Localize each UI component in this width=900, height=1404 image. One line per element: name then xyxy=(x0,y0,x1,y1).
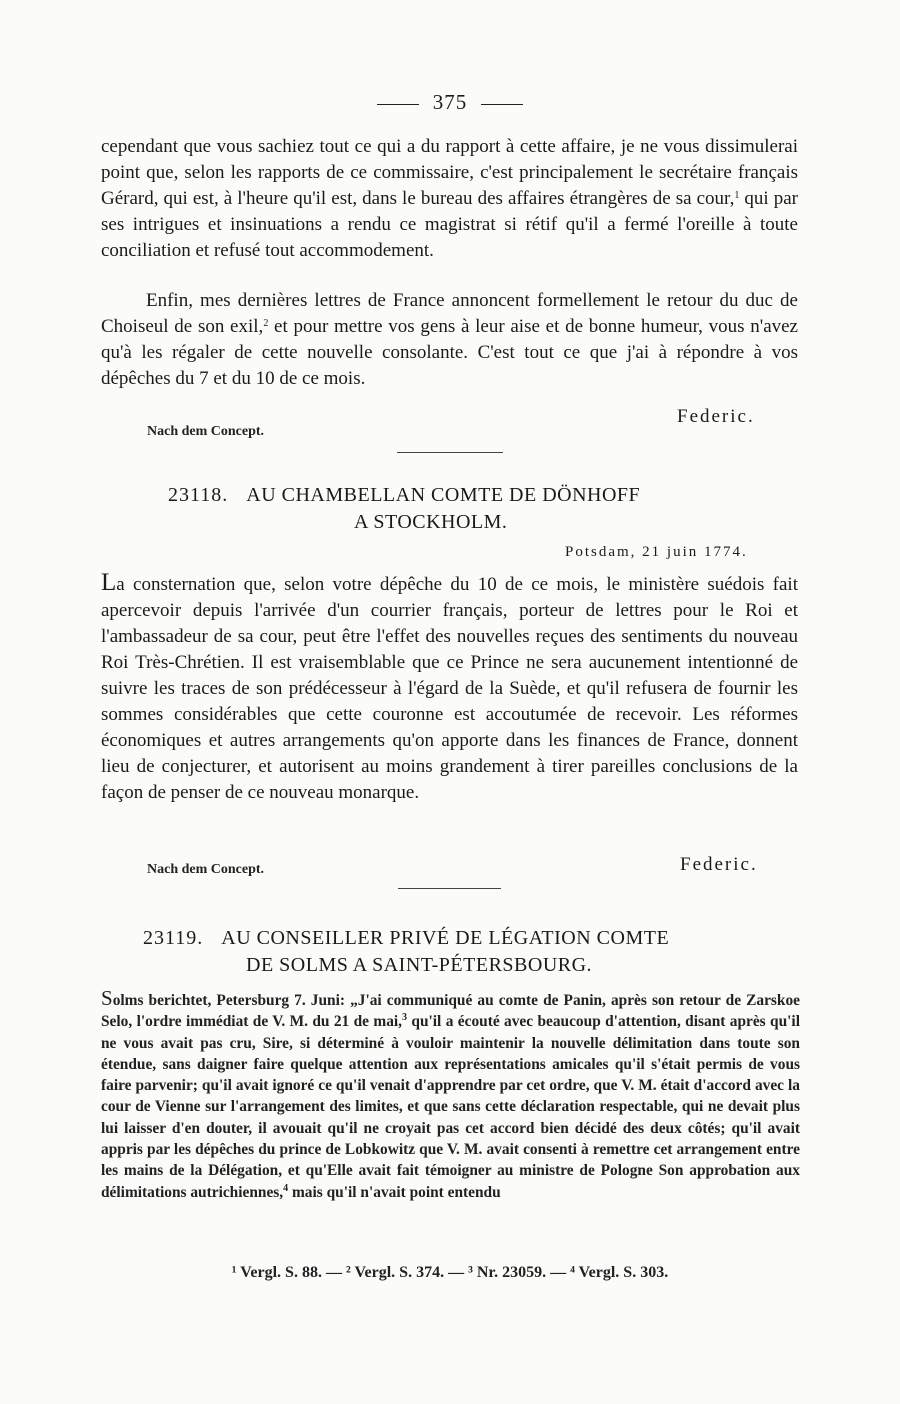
section-divider xyxy=(397,452,503,453)
continuation-paragraph-1: cependant que vous sachiez tout ce qui a du rapport à cette affaire, je ne vous dissimulerai point que, selon les rapports de ce commissaire, c'est principalement le secrétaire français Gérard, qui est, à l'heure qu'il est, dans le bureau des affaires étrangères de sa cour,$^1$ qui par ses intrigues et insinuations a rendu ce magistrat si rétif qu'il a fermé l'oreille à toute conciliation et refusé tout accommodement. xyxy=(101,136,799,261)
continuation-paragraph-2: Enfin, mes dernières lettres de France annoncent formellement le retour du duc de Choiseul de son exil,$^2$ et pour mettre vos gens à leur aise et de bonne humeur, vous n'avez qu'à les régaler de cette nouvelle consolante. C'est tout ce que j'ai à répondre à vos dépêches du 7 et du 10 de ce mois. xyxy=(101,290,798,389)
letter-recipient-location: DE SOLMS A SAINT-PÉTERSBOURG. xyxy=(246,954,593,976)
footnote-ref-1: 1 xyxy=(734,190,740,201)
signature: Federic. xyxy=(677,406,755,427)
signature: Federic. xyxy=(680,854,758,875)
page-number: 375 xyxy=(0,90,900,115)
source-note: Nach dem Concept. xyxy=(147,424,265,439)
letter-number: 23118. xyxy=(168,484,229,506)
letter-dateline: Potsdam, 21 juin 1774. xyxy=(565,544,748,560)
source-note: Nach dem Concept. xyxy=(147,862,265,877)
footnote-ref-4: 4 xyxy=(283,1182,289,1194)
section-divider xyxy=(398,888,501,889)
letter-recipient-location: A STOCKHOLM. xyxy=(354,511,508,533)
letter-number: 23119. xyxy=(143,927,204,949)
letter-recipient: AU CHAMBELLAN COMTE DE DÖNHOFF xyxy=(246,484,641,506)
footnote-ref-2: 2 xyxy=(263,318,269,329)
page-number-dash-left xyxy=(377,104,419,105)
letter-body-23119: Solms berichtet, Petersburg 7. Juni: „J'ai communiqué au comte de Panin, après son retour de Zarskoe Selo, l'ordre immédiat de V. M. du 21 de mai,$^3$ qu'il a écouté avec beaucoup d'attention, disant après qu'il ne vous avait pas cru, Sire, si déterminé à vouloir maintenir la nouvelle délimitation dans toute son étendue, sans daigner faire quelque attention aux représentations amicales qu'il s'était permis de vous faire parvenir; qu'il avait ignoré ce qu'il venait d'apprendre par cet ordre, que V. M. était d'accord avec la cour de Vienne sur l'arrangement des limites, et que sans cette déclaration respectable, qui ne devait plus lui laisser d'en douter, il avouait qu'il ne croyait pas cet accord bien décidé des deux côtés; qu'il avait appris par les dépêches du prince de Lobkowitz que V. M. avait consenti à remettre cet arrangement entre les mains de la Délégation, et qu'Elle avait fait témoigner au ministre de Pologne Son approbation aux délimitations autrichiennes,$^4$ mais qu'il n'avait point entendu xyxy=(101,986,800,1201)
footnotes: ¹ Vergl. S. 88. — ² Vergl. S. 374. — ³ Nr. 23059. — ⁴ Vergl. S. 303. xyxy=(231,1264,669,1281)
footnote-ref-3: 3 xyxy=(402,1012,408,1024)
drop-cap: S xyxy=(101,986,113,1010)
drop-cap: L xyxy=(101,569,117,596)
letter-body-23118: La consternation que, selon votre dépêche du 10 de ce mois, le ministère suédois fait apercevoir depuis l'arrivée d'un courrier français, porteur de lettres pour le Roi et l'ambassadeur de sa cour, peut être l'effet des nouvelles reçues des sentiments du nouveau Roi Très-Chrétien. Il est vraisemblable que ce Prince ne sera aucunement intentionné de suivre les traces de son prédécesseur à l'égard de la Suède, et qu'il refusera de fournir les sommes considérables que cette couronne est accoutumée de recevoir. Les réformes économiques et autres arrangements qu'on apporte dans les finances de France, donnent lieu de conjecturer, et autorisent au moins grandement à tirer pareilles conclusions de la façon de penser de ce nouveau monarque. xyxy=(101,569,798,803)
page-number-dash-right xyxy=(481,104,523,105)
letter-recipient: AU CONSEILLER PRIVÉ DE LÉGATION COMTE xyxy=(221,927,670,949)
